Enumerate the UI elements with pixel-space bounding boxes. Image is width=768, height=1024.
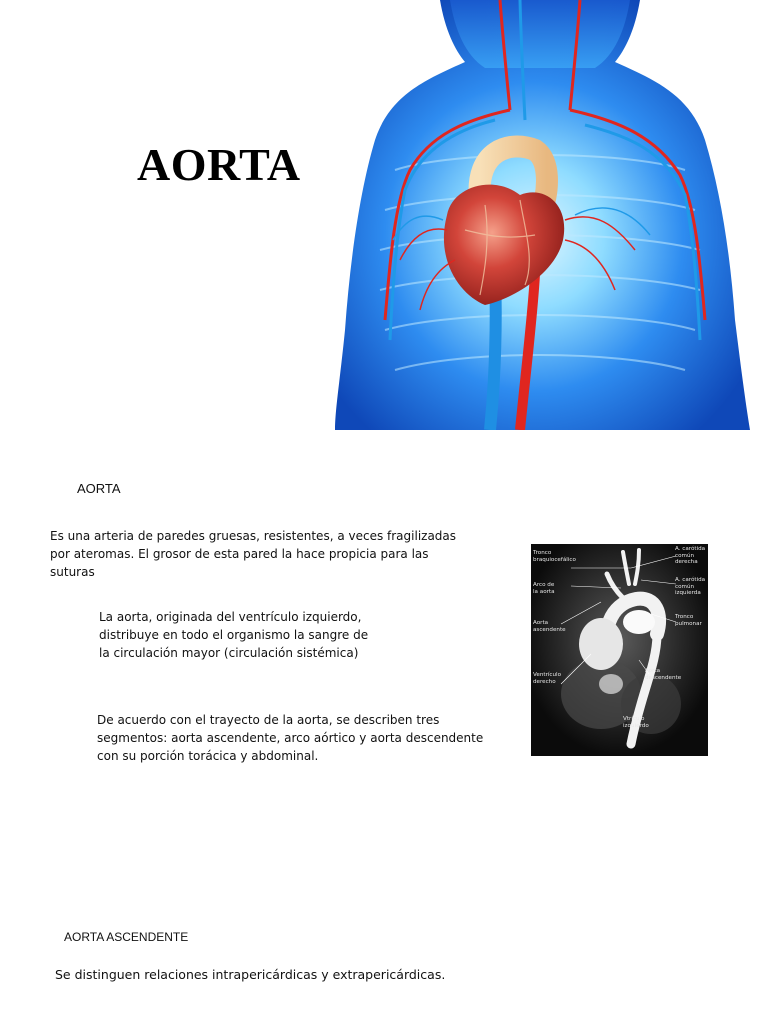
intro-paragraph-2: La aorta, originada del ventrículo izquierdo, distribuye en todo el organismo la sangre de la circulación mayor (circulación sistémica): [99, 610, 369, 660]
intro-paragraph-1: Es una arteria de paredes gruesas, resistentes, a veces fragilizadas por ateromas. El grosor de esta pared la hace propicia para las suturas: [50, 529, 457, 579]
intro-paragraph-3: De acuerdo con el trayecto de la aorta, se describen tres segmentos: aorta ascendente, arco aórtico y aorta descendente con su porción torácica y abdominal.: [97, 713, 484, 763]
section-2-label: AORTA ASCENDENTE: [64, 930, 189, 944]
mri-label-tronco: Tronco braquiocefálico: [533, 550, 576, 563]
mri-label-carotida-derecha: A. carótida común derecha: [675, 546, 706, 566]
mri-label-aorta-ascendente: Aorta ascendente: [533, 620, 566, 633]
mri-label-ventriculo-derecho: Ventrículo derecho: [533, 672, 562, 685]
page-title: AORTA: [137, 139, 301, 190]
mri-label-carotida-izquierda: A. carótida común izquierda: [675, 577, 706, 597]
cardiovascular-illustration: [335, 0, 750, 430]
intro-label: AORTA: [77, 481, 121, 496]
mri-label-aorta-descendente: Aorta descendente: [645, 668, 682, 681]
mri-aorta-figure: [531, 544, 708, 756]
mri-label-ventriculo-izquierdo: Vtrículo izquierdo: [623, 716, 649, 729]
section-2-paragraph-1: Se distinguen relaciones intrapericárdicas y extrapericárdicas.: [55, 967, 446, 982]
mri-label-tronco-pulmonar: Tronco pulmonar: [675, 614, 702, 627]
mri-label-arco: Arco de la aorta: [533, 582, 555, 595]
